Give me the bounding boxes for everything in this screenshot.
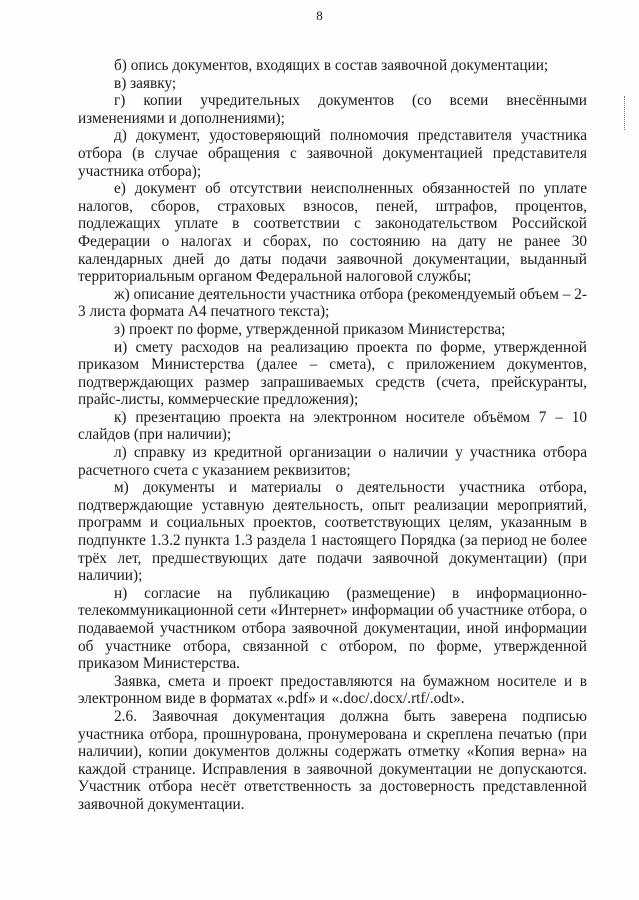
paragraph-k: к) презентацию проекта на электронном носителе объёмом 7 – 10 слайдов (при наличии);	[78, 408, 587, 444]
scan-margin-mark	[624, 96, 627, 130]
paragraph-i: и) смету расходов на реализацию проекта по форме, утвержденной приказом Министерства (далее – смета), с приложением документов, подтверждающих размер запрашиваемых средств (счета, прейскуранты, прайс-листы, коммерческие предложения);	[78, 338, 587, 409]
paragraph-e: е) документ об отсутствии неисполненных обязанностей по уплате налогов, сборов, страховых взносов, пеней, штрафов, процентов, подлежащих уплате в соответствии с законодательством Российской Федерации о налогах и сборах, по состоянию на дату не ранее 30 календарных дней до даты подачи заявочной документации, выданный территориальным органом Федеральной налоговой службы;	[78, 180, 587, 286]
paragraph-formats: Заявка, смета и проект предоставляются на бумажном носителе и в электронном виде в форматах «.pdf» и «.doc/.docx/.rtf/.odt».	[78, 672, 587, 708]
document-body	[78, 57, 587, 814]
paragraph-b: б) опись документов, входящих в состав заявочной документации;	[114, 57, 549, 74]
paragraph-l: л) справку из кредитной организации о наличии у участника отбора расчетного счета с указанием реквизитов;	[78, 444, 587, 479]
paragraph-2-6: 2.6. Заявочная документация должна быть заверена подписью участника отбора, прошнурована, пронумерована и скреплена печатью (при наличии), копии документов должны содержать отметку «Копия верна» на каждой странице. Исправления в заявочной документации не допускаются. Участник отбора несёт ответственность за достоверность представленной заявочной документации.	[78, 707, 587, 813]
paragraph-n: н) согласие на публикацию (размещение) в информационно-телекоммуникационной сети «Интернет» информации об участнике отбора, о подаваемой участником отбора заявочной документации, иной информации об участнике отбора, связанной с отбором, по форме, утвержденной приказом Министерства.	[78, 584, 587, 673]
paragraph-g: г) копии учредительных документов (со всеми внесёнными изменениями и дополнениями);	[78, 92, 587, 127]
page-number: 8	[316, 8, 323, 23]
paragraph-zh: ж) описание деятельности участника отбора (рекомендуемый объем – 2-3 листа формата А4 печатного текста);	[78, 285, 587, 321]
paragraph-d: д) документ, удостоверяющий полномочия представителя участника отбора (в случае обращения с заявочной документацией представителя участника отбора);	[78, 127, 587, 180]
paragraph-m: м) документы и материалы о деятельности участника отбора, подтверждающие уставную деятельность, опыт реализации мероприятий, программ и социальных проектов, соответствующих целям, указанным в подпункте 1.3.2 пункта 1.3 раздела 1 настоящего Порядка (за период не более трёх лет, предшествующих дате подачи заявочной документации) (при наличии);	[78, 479, 587, 585]
paragraph-v: в) заявку;	[114, 74, 177, 92]
paragraph-z: з) проект по форме, утвержденной приказом Министерства;	[114, 320, 506, 338]
